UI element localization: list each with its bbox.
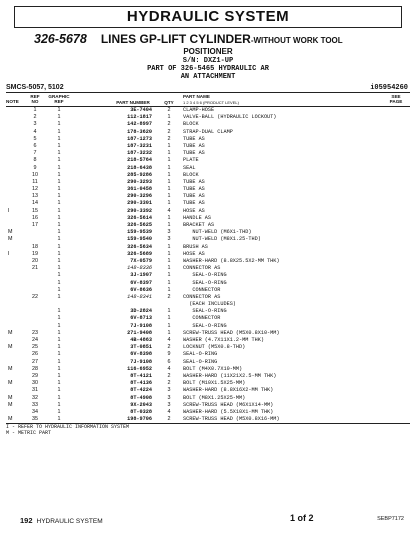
row-ref-no: 10: [32, 171, 38, 178]
row-part-name: WASHER-HARD (11X21X2.5-MM THK): [183, 372, 277, 379]
row-part-number: 290-3293: [127, 178, 152, 185]
row-graphic-ref: 1: [57, 329, 61, 336]
row-graphic-ref: 1: [57, 272, 61, 279]
row-qty: 2: [167, 121, 171, 128]
row-qty: 2: [167, 128, 171, 135]
table-row: [0, 323, 416, 330]
row-ref-no: 19: [32, 250, 38, 257]
row-graphic-ref: 1: [57, 229, 61, 236]
row-graphic-ref: 1: [57, 150, 61, 157]
row-part-name: NUT-WELD (M6X1-THD): [183, 229, 252, 236]
row-graphic-ref: 1: [57, 164, 61, 171]
table-row: [0, 208, 416, 215]
row-part-name: BRACKET AS: [183, 222, 215, 228]
row-part-name: TUBE AS: [183, 150, 205, 157]
row-part-number: 7X-0579: [130, 257, 152, 264]
row-part-number: 148-8341: [127, 293, 152, 300]
row-graphic-ref: 1: [57, 315, 61, 322]
row-part-name: WASHER (4.7X11X1.2-MM THK): [183, 337, 264, 343]
row-qty: 1: [167, 286, 171, 293]
section-header: [14, 6, 402, 28]
table-row: [0, 337, 416, 344]
row-note: M: [8, 394, 13, 401]
row-part-number: 271-9408: [127, 329, 152, 336]
row-qty: 1: [167, 250, 171, 257]
column-header-part-number: PART NUMBER: [116, 100, 150, 105]
row-part-name: BOLT (M10X1.5X25-MM): [183, 380, 246, 387]
row-ref-no: 2: [33, 114, 37, 121]
row-ref-no: 34: [32, 408, 38, 415]
row-part-number: 187-3231: [127, 142, 152, 149]
row-part-name: BLOCK: [183, 121, 199, 128]
row-part-number: 187-3232: [127, 150, 152, 157]
row-graphic-ref: 1: [57, 372, 61, 379]
row-part-number: 290-3392: [127, 207, 152, 214]
row-graphic-ref: 1: [57, 135, 61, 142]
row-ref-no: 21: [32, 265, 38, 272]
table-row: [0, 308, 416, 315]
table-row: [0, 186, 416, 193]
row-graphic-ref: 1: [57, 121, 61, 128]
row-ref-no: 29: [32, 372, 38, 379]
row-part-number: 218-6438: [127, 164, 152, 171]
row-graphic-ref: 1: [57, 408, 61, 415]
table-row: [0, 366, 416, 373]
row-graphic-ref: 1: [57, 365, 61, 372]
row-qty: 3: [167, 229, 171, 236]
row-part-number: 8T-4136: [130, 380, 152, 387]
table-row: [0, 222, 416, 229]
page-number: 192: [20, 516, 33, 525]
table-row: [0, 107, 416, 114]
row-ref-no: 30: [32, 380, 38, 387]
row-part-number: 4B-4863: [130, 337, 152, 343]
row-ref-no: 6: [33, 142, 37, 149]
table-row: [0, 373, 416, 380]
footer-section: HYDRAULIC SYSTEM: [36, 518, 103, 525]
row-part-number: 8T-4121: [130, 372, 152, 379]
table-row: [0, 172, 416, 179]
row-graphic-ref: 1: [57, 142, 61, 149]
row-part-name: TUBE AS: [183, 200, 205, 207]
table-row: [0, 121, 416, 128]
row-qty: 4: [167, 207, 171, 214]
table-row: [0, 165, 416, 172]
row-ref-no: 16: [32, 214, 38, 221]
row-part-name: SEAL-O-RING: [183, 272, 227, 279]
row-part-number: 326-5625: [127, 222, 152, 228]
table-row: [0, 315, 416, 322]
table-row: [0, 215, 416, 222]
column-header-note: NOTE: [6, 99, 19, 104]
row-part-number: 3J-1907: [130, 272, 152, 279]
row-graphic-ref: 1: [57, 222, 61, 228]
column-header-qty: QTY: [164, 100, 174, 105]
row-part-name: TUBE AS: [183, 193, 205, 200]
row-part-name: HOSE AS: [183, 250, 205, 257]
row-qty: 1: [167, 329, 171, 336]
table-row: [0, 200, 416, 207]
smcs-codes: SMCS-5057, 5102: [6, 84, 64, 91]
row-qty: 3: [167, 236, 171, 243]
row-part-number: 3D-2824: [130, 308, 152, 315]
section-title: HYDRAULIC SYSTEM: [126, 8, 290, 25]
row-part-name: WASHER-HARD (5.5X10X1-MM THK): [183, 408, 274, 415]
row-part-name: BOLT (M8X1.25X25-MM): [183, 394, 246, 401]
row-ref-no: 33: [32, 401, 38, 408]
page-of: 1 of 2: [290, 513, 314, 523]
row-part-name: CONNECTOR AS: [183, 265, 221, 272]
row-graphic-ref: 1: [57, 322, 61, 329]
row-part-name: VALVE-BALL (HYDRAULIC LOCKOUT): [183, 114, 277, 121]
row-part-number: 116-6952: [127, 365, 152, 372]
row-part-number: 159-9539: [127, 229, 152, 236]
row-graphic-ref: 1: [57, 394, 61, 401]
part-of: PART OF 326-5465 HYDRAULIC AR: [147, 65, 269, 73]
row-qty: 1: [167, 164, 171, 171]
row-part-name: PLATE: [183, 157, 199, 164]
table-row: [0, 351, 416, 358]
table-row: [0, 179, 416, 186]
row-part-number: 285-9286: [127, 171, 152, 178]
row-part-name: CLAMP-HOSE: [183, 107, 215, 113]
row-part-number: 3E-7404: [130, 107, 152, 113]
row-part-name: HOSE AS: [183, 207, 205, 214]
row-part-name: BOLT (M4X0.7X10-MM): [183, 365, 243, 372]
row-part-name: SEAL-O-RING: [183, 358, 218, 365]
row-ref-no: 18: [32, 243, 38, 250]
row-part-number: 9X-2043: [130, 401, 152, 408]
group-title: [34, 32, 394, 46]
row-note: M: [8, 416, 13, 423]
row-part-name: TUBE AS: [183, 186, 205, 193]
table-row: [0, 193, 416, 200]
row-ref-no: 7: [33, 150, 37, 157]
row-part-name: TUBE AS: [183, 178, 205, 185]
row-graphic-ref: 1: [57, 308, 61, 315]
table-row: [0, 236, 416, 243]
row-note: I: [8, 207, 10, 214]
row-ref-no: 12: [32, 186, 38, 193]
row-ref-no: 35: [32, 416, 38, 423]
row-qty: 1: [167, 193, 171, 200]
row-note: M: [8, 329, 13, 336]
row-note: M: [8, 365, 13, 372]
row-graphic-ref: 1: [57, 344, 61, 351]
row-part-number: 290-3301: [127, 200, 152, 207]
row-ref-no: 5: [33, 135, 37, 142]
row-part-number: 112-1817: [127, 114, 152, 121]
row-graphic-ref: 1: [57, 351, 61, 358]
row-ref-no: 11: [32, 178, 38, 185]
row-part-name: NUT-WELD (M8X1.25-THD): [183, 236, 261, 243]
row-qty: 2: [167, 107, 171, 113]
row-qty: 9: [167, 351, 171, 358]
table-row: [0, 395, 416, 402]
row-part-number: 6V-8397: [130, 279, 152, 286]
row-part-number: 326-5689: [127, 250, 152, 257]
row-graphic-ref: 1: [57, 279, 61, 286]
row-graphic-ref: 1: [57, 265, 61, 272]
column-header-product-level: 1 2 3 4 5 6 (PRODUCT LEVEL): [183, 100, 239, 105]
row-qty: 1: [167, 315, 171, 322]
row-part-name: STRAP-DUAL CLAMP: [183, 128, 233, 135]
table-row: [0, 294, 416, 301]
row-qty: 2: [167, 372, 171, 379]
row-part-number: 361-0458: [127, 186, 152, 193]
row-part-name: SEAL-O-RING: [183, 279, 227, 286]
row-ref-no: 22: [32, 293, 38, 300]
subtitle-positioner: POSITIONER: [183, 47, 233, 56]
row-graphic-ref: 1: [57, 286, 61, 293]
row-qty: 1: [167, 308, 171, 315]
row-qty: 3: [167, 394, 171, 401]
row-part-name: CONNECTOR: [183, 315, 221, 322]
row-part-name: WASHER-HARD (8.8X16X2-MM THK): [183, 387, 274, 394]
row-part-number: 7J-9108: [130, 358, 152, 365]
row-ref-no: 1: [33, 107, 37, 113]
column-header-ref: REF NO: [30, 94, 40, 104]
row-qty: 1: [167, 157, 171, 164]
row-graphic-ref: 1: [57, 358, 61, 365]
row-ref-no: 26: [32, 351, 38, 358]
row-qty: 4: [167, 365, 171, 372]
row-qty: 1: [167, 322, 171, 329]
row-part-name: HANDLE AS: [183, 214, 212, 221]
row-part-name: BLOCK: [183, 171, 199, 178]
row-part-number: 6V-8713: [130, 315, 152, 322]
row-qty: 1: [167, 142, 171, 149]
row-part-number: 6V-8636: [130, 286, 152, 293]
row-qty: 1: [167, 178, 171, 185]
row-graphic-ref: 1: [57, 186, 61, 193]
row-graphic-ref: 1: [57, 171, 61, 178]
row-part-number: 290-3296: [127, 193, 152, 200]
column-header-graphic: GRAPHIC REF: [48, 94, 70, 104]
row-part-number: 142-8997: [127, 121, 152, 128]
table-row: [0, 387, 416, 394]
table-row: [0, 380, 416, 387]
row-qty: 2: [167, 135, 171, 142]
group-part-number: 326-5678: [34, 32, 87, 46]
row-ref-no: 23: [32, 329, 38, 336]
notes-legend: [6, 424, 129, 436]
row-part-name: SEAL-O-RING: [183, 308, 227, 315]
row-graphic-ref: 1: [57, 387, 61, 394]
row-graphic-ref: 1: [57, 214, 61, 221]
group-name-suffix: -WITHOUT WORK TOOL: [250, 36, 343, 45]
row-part-number: 8T-4224: [130, 387, 152, 394]
row-qty: 4: [167, 337, 171, 343]
row-part-name: SEAL: [183, 164, 196, 171]
row-ref-no: 31: [32, 387, 38, 394]
row-part-number: 326-5614: [127, 214, 152, 221]
row-qty: 1: [167, 243, 171, 250]
row-ref-no: 14: [32, 200, 38, 207]
row-note: M: [8, 344, 13, 351]
row-graphic-ref: 1: [57, 128, 61, 135]
row-graphic-ref: 1: [57, 250, 61, 257]
row-qty: 3: [167, 401, 171, 408]
table-row: [0, 114, 416, 121]
table-row: [0, 287, 416, 294]
table-row: [0, 330, 416, 337]
table-row: [0, 409, 416, 416]
row-qty: 2: [167, 416, 171, 423]
row-graphic-ref: 1: [57, 380, 61, 387]
row-graphic-ref: 1: [57, 157, 61, 164]
row-note: M: [8, 401, 13, 408]
column-header-see-page: SEE PAGE: [389, 94, 403, 104]
table-row: [0, 359, 416, 366]
row-ref-no: 9: [33, 164, 37, 171]
note-hydraulic: I - REFER TO HYDRAULIC INFORMATION SYSTEM: [6, 424, 130, 430]
row-part-name: SCREW-TRUSS HEAD (M6X1X14-MM): [183, 401, 274, 408]
row-ref-no: 24: [32, 337, 38, 343]
row-qty: 1: [167, 171, 171, 178]
document-number: i05954260: [370, 84, 408, 92]
row-ref-no: 8: [33, 157, 37, 164]
row-ref-no: 25: [32, 344, 38, 351]
table-row: [0, 402, 416, 409]
table-row: [0, 301, 416, 308]
note-metric: M - METRIC PART: [6, 430, 52, 436]
row-ref-no: 13: [32, 193, 38, 200]
row-part-number: 187-1273: [127, 135, 152, 142]
row-qty: 1: [167, 257, 171, 264]
column-header-part-name: PART NAME: [183, 94, 210, 99]
row-part-name: SCREW-TRUSS HEAD (M5X0.8X16-MM): [183, 416, 280, 423]
row-part-number: 148-8336: [127, 265, 152, 272]
row-note: M: [8, 229, 13, 236]
row-qty: 3: [167, 387, 171, 394]
table-row: [0, 280, 416, 287]
row-ref-no: 15: [32, 207, 38, 214]
row-part-name: SEAL-O-RING: [183, 322, 227, 329]
row-part-number: 8T-4908: [130, 394, 152, 401]
serial-range: S/N: DXZ1-UP: [182, 57, 234, 65]
row-graphic-ref: 1: [57, 207, 61, 214]
row-part-number: 198-9706: [127, 416, 152, 423]
row-part-name: WASHER-HARD (8.8X25.5X2-MM THK): [183, 257, 280, 264]
row-qty: 2: [167, 344, 171, 351]
row-qty: 1: [167, 265, 171, 272]
row-graphic-ref: 1: [57, 401, 61, 408]
table-row: [0, 265, 416, 272]
table-row: [0, 258, 416, 265]
group-name: LINES GP-LIFT CYLINDER: [100, 32, 251, 46]
row-graphic-ref: 1: [57, 178, 61, 185]
attachment-label: AN ATTACHMENT: [180, 73, 236, 81]
book-code: SEBP7172: [377, 516, 404, 522]
row-part-number: 218-5764: [127, 157, 152, 164]
row-ref-no: 28: [32, 365, 38, 372]
row-part-name: BRUSH AS: [183, 243, 208, 250]
row-qty: 2: [167, 293, 171, 300]
row-qty: 1: [167, 186, 171, 193]
row-ref-no: 3: [33, 121, 37, 128]
row-part-number: 178-3620: [127, 128, 152, 135]
divider: [6, 92, 410, 93]
row-part-number: 326-5634: [127, 243, 152, 250]
row-qty: 1: [167, 279, 171, 286]
row-note: I: [8, 250, 10, 257]
row-qty: 1: [167, 200, 171, 207]
row-ref-no: 20: [32, 257, 38, 264]
row-graphic-ref: 1: [57, 337, 61, 343]
row-part-number: 3T-0851: [130, 344, 152, 351]
footer-left: [20, 516, 103, 525]
row-qty: 1: [167, 114, 171, 121]
row-ref-no: 4: [33, 128, 37, 135]
row-part-name: TUBE AS: [183, 135, 205, 142]
row-qty: 4: [167, 408, 171, 415]
row-ref-no: 17: [32, 222, 38, 228]
row-part-number: 7J-9108: [130, 322, 152, 329]
table-row: [0, 136, 416, 143]
row-qty: 2: [167, 380, 171, 387]
table-row: [0, 344, 416, 351]
row-part-number: 159-9540: [127, 236, 152, 243]
row-part-name: (EACH INCLUDES): [183, 301, 236, 308]
row-part-number: 6V-8398: [130, 351, 152, 358]
row-graphic-ref: 1: [57, 107, 61, 113]
row-qty: 1: [167, 214, 171, 221]
table-row: [0, 272, 416, 279]
row-note: M: [8, 380, 13, 387]
row-part-name: CONNECTOR AS: [183, 293, 221, 300]
row-part-name: CONNECTOR: [183, 286, 221, 293]
row-part-name: LOCKNUT (M5X0.8-THD): [183, 344, 246, 351]
row-part-name: SEAL-O-RING: [183, 351, 218, 358]
table-row: [0, 229, 416, 236]
row-graphic-ref: 1: [57, 236, 61, 243]
row-graphic-ref: 1: [57, 114, 61, 121]
row-graphic-ref: 1: [57, 193, 61, 200]
row-graphic-ref: 1: [57, 200, 61, 207]
row-qty: 1: [167, 222, 171, 228]
row-graphic-ref: 1: [57, 293, 61, 300]
table-row: [0, 244, 416, 251]
row-ref-no: 27: [32, 358, 38, 365]
row-qty: 1: [167, 150, 171, 157]
row-part-number: 8T-0328: [130, 408, 152, 415]
row-qty: 1: [167, 272, 171, 279]
table-row: [0, 251, 416, 258]
row-note: M: [8, 236, 13, 243]
table-row: [0, 129, 416, 136]
row-graphic-ref: 1: [57, 257, 61, 264]
table-row: [0, 143, 416, 150]
row-graphic-ref: 1: [57, 243, 61, 250]
table-row: [0, 150, 416, 157]
table-row: [0, 157, 416, 164]
parts-table: [0, 107, 416, 423]
row-qty: 6: [167, 358, 171, 365]
row-part-name: TUBE AS: [183, 142, 205, 149]
row-ref-no: 32: [32, 394, 38, 401]
row-part-name: SCREW-TRUSS HEAD (M5X0.8X10-MM): [183, 329, 280, 336]
row-graphic-ref: 1: [57, 416, 61, 423]
